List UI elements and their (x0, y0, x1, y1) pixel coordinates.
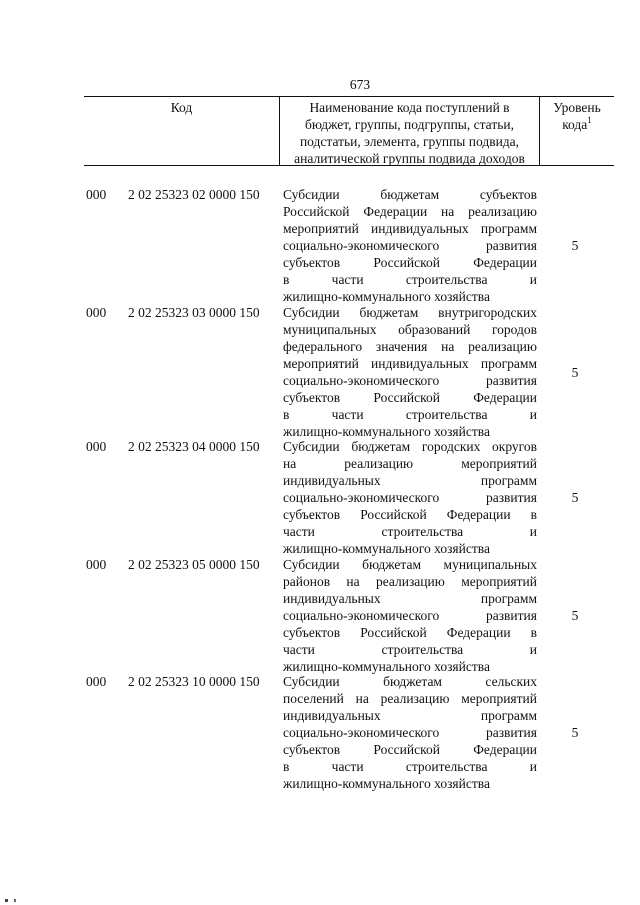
revenue-name-line: в части строительства и (283, 407, 537, 422)
revenue-code: 2 02 25323 05 0000 150 (128, 557, 260, 572)
admin-code: 000 (86, 674, 107, 689)
page-number: 673 (349, 77, 371, 92)
revenue-name-line: в части строительства и (283, 272, 537, 287)
revenue-name-line: районов на реализацию мероприятий (283, 574, 537, 589)
header-level-line2-wrap (540, 116, 614, 133)
revenue-name-line: социально-экономического развития (283, 238, 537, 253)
revenue-name-line: субъектов Российской Федерации в (283, 507, 537, 522)
revenue-name-line: Субсидии бюджетам субъектов (283, 187, 537, 202)
revenue-name-line: социально-экономического развития (283, 725, 537, 740)
header-level (540, 97, 614, 165)
revenue-name-line: части строительства и (283, 524, 537, 539)
footnote-marker: 1 (587, 115, 592, 125)
header-name-line: аналитической группы подвида доходов (294, 151, 525, 166)
header-code: Код (84, 97, 280, 165)
admin-code: 000 (86, 557, 107, 572)
revenue-name-line: Российской Федерации на реализацию (283, 204, 537, 219)
revenue-name-line: субъектов Российской Федерации (283, 390, 537, 405)
revenue-name-line: жилищно-коммунального хозяйства (283, 424, 490, 439)
revenue-name-line: субъектов Российской Федерации в (283, 625, 537, 640)
revenue-name (283, 556, 537, 675)
admin-code: 000 (86, 439, 107, 454)
revenue-name-line: субъектов Российской Федерации (283, 255, 537, 270)
revenue-name-line: на реализацию мероприятий (283, 456, 537, 471)
code-level: 5 (571, 490, 579, 505)
header-level-line1: Уровень (553, 100, 601, 115)
revenue-name-line: индивидуальных программ (283, 591, 537, 606)
header-name-line: подстатьи, элемента, группы подвида, (299, 134, 520, 149)
code-level: 5 (571, 608, 579, 623)
revenue-name-line: жилищно-коммунального хозяйства (283, 776, 490, 791)
revenue-name-line: части строительства и (283, 642, 537, 657)
revenue-code: 2 02 25323 10 0000 150 (128, 674, 260, 689)
revenue-name-line: Субсидии бюджетам муниципальных (283, 557, 537, 572)
scan-artifact (14, 899, 16, 902)
revenue-name-line: жилищно-коммунального хозяйства (283, 541, 490, 556)
admin-code: 000 (86, 305, 107, 320)
revenue-code: 2 02 25323 04 0000 150 (128, 439, 260, 454)
revenue-name-line: социально-экономического развития (283, 608, 537, 623)
revenue-name-line: федерального значения на реализацию (283, 339, 537, 354)
revenue-name-line: социально-экономического развития (283, 490, 537, 505)
header-name (280, 97, 540, 165)
scan-artifact (5, 899, 8, 902)
revenue-name-line: поселений на реализацию мероприятий (283, 691, 537, 706)
revenue-name-line: индивидуальных программ (283, 708, 537, 723)
revenue-name-line: муниципальных образований городов (283, 322, 537, 337)
table-header (84, 96, 614, 166)
code-level: 5 (571, 365, 579, 380)
header-name-line: Наименование кода поступлений в (309, 100, 510, 115)
revenue-name-line: субъектов Российской Федерации (283, 742, 537, 757)
revenue-code: 2 02 25323 03 0000 150 (128, 305, 260, 320)
revenue-name-line: жилищно-коммунального хозяйства (283, 659, 490, 674)
revenue-name-line: Субсидии бюджетам городских округов (283, 439, 537, 454)
revenue-name (283, 304, 537, 440)
revenue-name-line: в части строительства и (283, 759, 537, 774)
revenue-code: 2 02 25323 02 0000 150 (128, 187, 260, 202)
revenue-name-line: жилищно-коммунального хозяйства (283, 289, 490, 304)
revenue-name-line: мероприятий индивидуальных программ (283, 221, 537, 236)
revenue-name-line: мероприятий индивидуальных программ (283, 356, 537, 371)
revenue-name (283, 438, 537, 557)
header-level-line2: кода (562, 117, 588, 132)
header-name-line: бюджет, группы, подгруппы, статьи, (305, 117, 514, 132)
revenue-name (283, 673, 537, 792)
revenue-name-line: Субсидии бюджетам сельских (283, 674, 537, 689)
revenue-name-line: Субсидии бюджетам внутригородских (283, 305, 537, 320)
revenue-name-line: социально-экономического развития (283, 373, 537, 388)
code-level: 5 (571, 725, 579, 740)
code-level: 5 (571, 238, 579, 253)
admin-code: 000 (86, 187, 107, 202)
revenue-name (283, 186, 537, 305)
revenue-name-line: индивидуальных программ (283, 473, 537, 488)
